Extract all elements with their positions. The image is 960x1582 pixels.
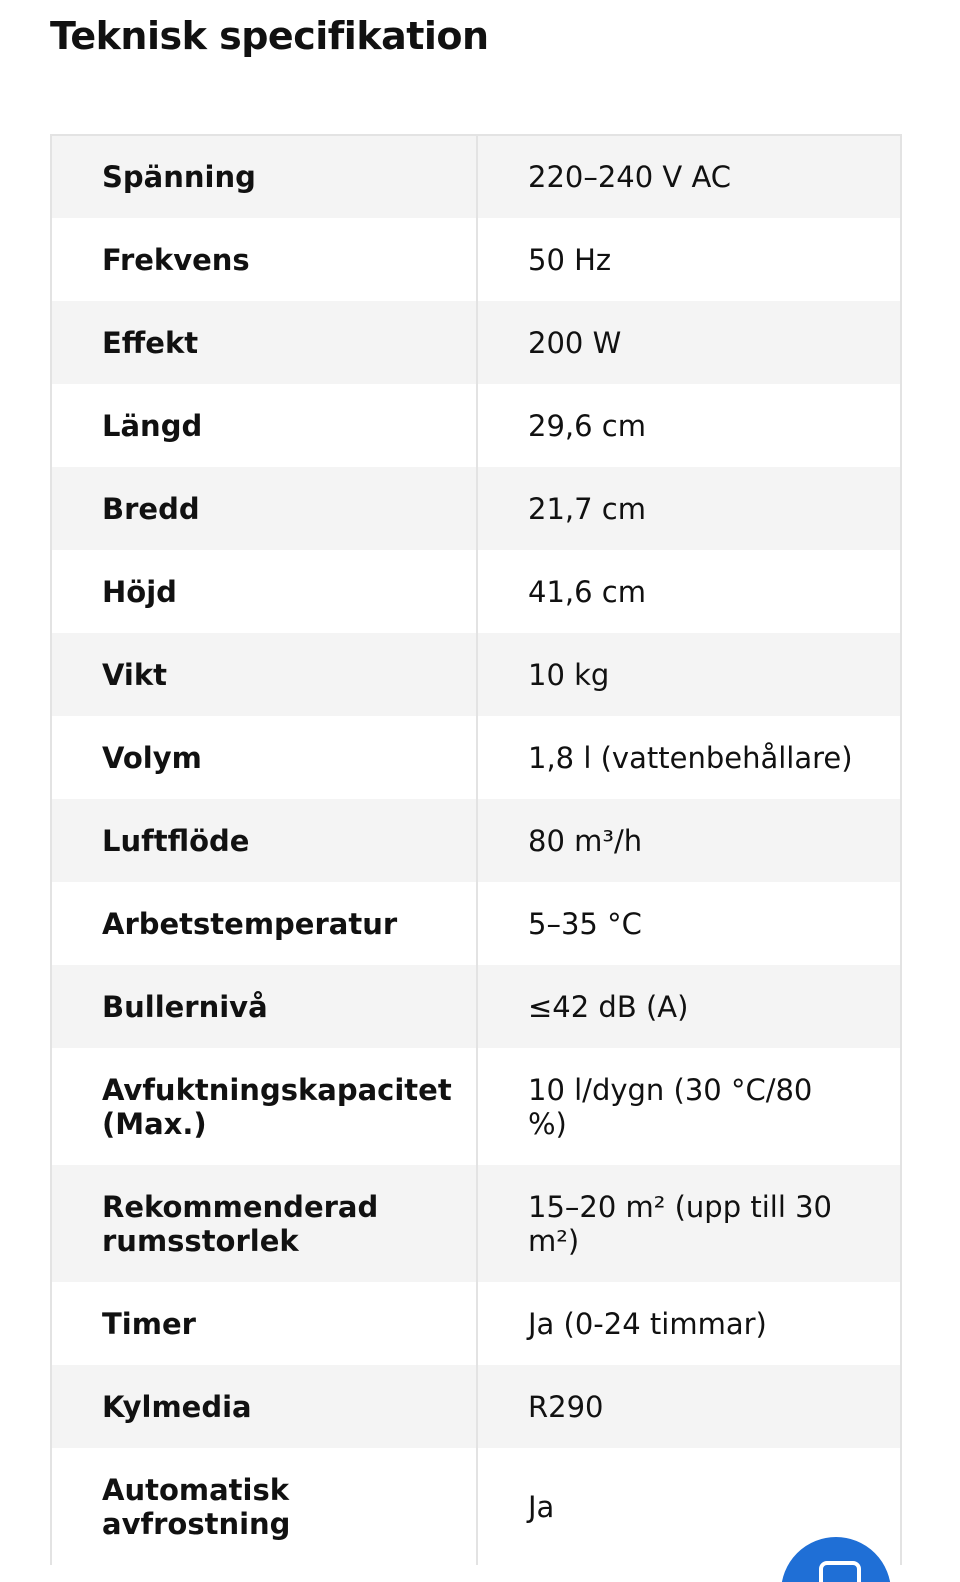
- spec-value: 21,7 cm: [477, 467, 901, 550]
- spec-value: 5–35 °C: [477, 882, 901, 965]
- spec-label: Höjd: [51, 550, 477, 633]
- spec-value: 1,8 l (vattenbehållare): [477, 716, 901, 799]
- spec-value: 50 Hz: [477, 218, 901, 301]
- spec-row-bredd: [51, 467, 901, 550]
- spec-row-spanning: [51, 135, 901, 218]
- spec-label: Bredd: [51, 467, 477, 550]
- spec-row-avfuktningskapacitet: [51, 1048, 901, 1165]
- spec-value: 220–240 V AC: [477, 135, 901, 218]
- spec-value: 80 m³/h: [477, 799, 901, 882]
- spec-row-arbetstemperatur: [51, 882, 901, 965]
- spec-row-hojd: [51, 550, 901, 633]
- spec-row-luftflode: [51, 799, 901, 882]
- spec-row-volym: [51, 716, 901, 799]
- spec-row-vikt: [51, 633, 901, 716]
- spec-label: Rekommenderad rumsstorlek: [51, 1165, 477, 1282]
- spec-value: 29,6 cm: [477, 384, 901, 467]
- spec-table: [50, 134, 902, 1565]
- spec-label: Effekt: [51, 301, 477, 384]
- spec-row-rumsstorlek: [51, 1165, 901, 1282]
- spec-label: Arbetstemperatur: [51, 882, 477, 965]
- spec-value: 10 kg: [477, 633, 901, 716]
- spec-value: Ja: [477, 1448, 901, 1565]
- chat-icon: [819, 1561, 861, 1582]
- spec-label: Frekvens: [51, 218, 477, 301]
- spec-label: Kylmedia: [51, 1365, 477, 1448]
- spec-label: Timer: [51, 1282, 477, 1365]
- spec-label: Längd: [51, 384, 477, 467]
- spec-label: Avfuktningskapacitet (Max.): [51, 1048, 477, 1165]
- spec-value: 15–20 m² (upp till 30 m²): [477, 1165, 901, 1282]
- spec-value: R290: [477, 1365, 901, 1448]
- spec-row-effekt: [51, 301, 901, 384]
- spec-value: 200 W: [477, 301, 901, 384]
- spec-label: Bullernivå: [51, 965, 477, 1048]
- spec-label: Luftflöde: [51, 799, 477, 882]
- spec-label: Automatisk avfrostning: [51, 1448, 477, 1565]
- page-title: Teknisk specifikation: [50, 14, 489, 58]
- spec-value: Ja (0-24 timmar): [477, 1282, 901, 1365]
- spec-label: Vikt: [51, 633, 477, 716]
- spec-row-avfrostning: [51, 1448, 901, 1565]
- spec-label: Volym: [51, 716, 477, 799]
- spec-row-frekvens: [51, 218, 901, 301]
- spec-value: 10 l/dygn (30 °C/80 %): [477, 1048, 901, 1165]
- spec-label: Spänning: [51, 135, 477, 218]
- spec-row-timer: [51, 1282, 901, 1365]
- spec-row-langd: [51, 384, 901, 467]
- spec-row-kylmedia: [51, 1365, 901, 1448]
- spec-value: ≤42 dB (A): [477, 965, 901, 1048]
- spec-value: 41,6 cm: [477, 550, 901, 633]
- spec-row-bullerniva: [51, 965, 901, 1048]
